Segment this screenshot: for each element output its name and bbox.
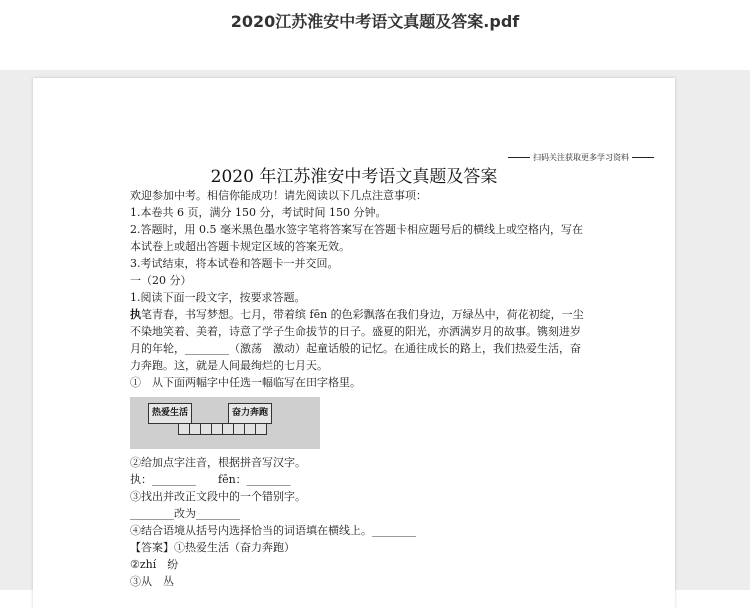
tianzige-grid <box>178 423 266 435</box>
text-line: ④结合语境从括号内选择恰当的词语填在横线上。________ <box>130 524 416 537</box>
grid-cell <box>255 423 267 435</box>
document-body <box>130 187 590 590</box>
text-line: ②给加点字注音，根据拼音写汉字。 <box>130 456 306 469</box>
document-filename: 2020江苏淮安中考语文真题及答案.pdf <box>230 12 520 31</box>
passage-text: 笔青春，书写梦想。七月，带着缤 fēn 的色彩飘落在我们身边，万绿丛中，荷花初绽，一尘不染地笑着、美着，诗意了学子生命拔节的日子。盛夏的阳光，亦洒满岁月的故事。镌刻进岁月的年轮，________（激荡 激动）起童话般的记忆。在通往成长的路上，我们热爱生活，奋力奔跑。这，就是人间最绚烂的七月天。 <box>130 308 584 372</box>
calligraphy-label-right: 奋力奔跑 <box>228 403 272 424</box>
dash-decoration <box>632 157 654 158</box>
pdf-page <box>33 78 675 608</box>
document-title: 2020 年江苏淮安中考语文真题及答案 <box>210 167 498 187</box>
emphasized-char: 执 <box>130 308 141 321</box>
text-line: 欢迎参加中考。相信你能成功！请先阅读以下几点注意事项： <box>130 189 427 202</box>
text-line: 3.考试结束，将本试卷和答题卡一并交回。 <box>130 257 339 270</box>
text-line: ②zhí 纷 <box>130 558 179 571</box>
text-line: ③从 丛 <box>130 575 174 588</box>
text-line: 1.阅读下面一段文字，按要求答题。 <box>130 291 306 304</box>
text-line: ① 从下面两幅字中任选一幅临写在田字格里。 <box>130 376 361 389</box>
text-line: 【答案】①热爱生活（奋力奔跑） <box>130 541 295 554</box>
text-line: 执：________ fēn：________ <box>130 473 291 486</box>
calligraphy-label-left: 热爱生活 <box>148 403 192 424</box>
calligraphy-image <box>130 397 320 449</box>
text-line: 1.本卷共 6 页，满分 150 分，考试时间 150 分钟。 <box>130 206 387 219</box>
text-line: 一（20 分） <box>130 274 192 287</box>
title-bar <box>0 0 750 70</box>
scan-note-text: 扫码关注获取更多学习资料 <box>533 153 629 162</box>
passage <box>130 306 590 374</box>
text-line: ③找出并改正文段中的一个错别字。 <box>130 490 306 503</box>
text-line: ________改为________ <box>130 507 240 520</box>
dash-decoration <box>508 157 530 158</box>
text-line: 2.答题时，用 0.5 毫米黑色墨水签字笔将答案写在答题卡相应题号后的横线上或空格内，写在本试卷上或超出答题卡规定区域的答案无效。 <box>130 223 583 253</box>
